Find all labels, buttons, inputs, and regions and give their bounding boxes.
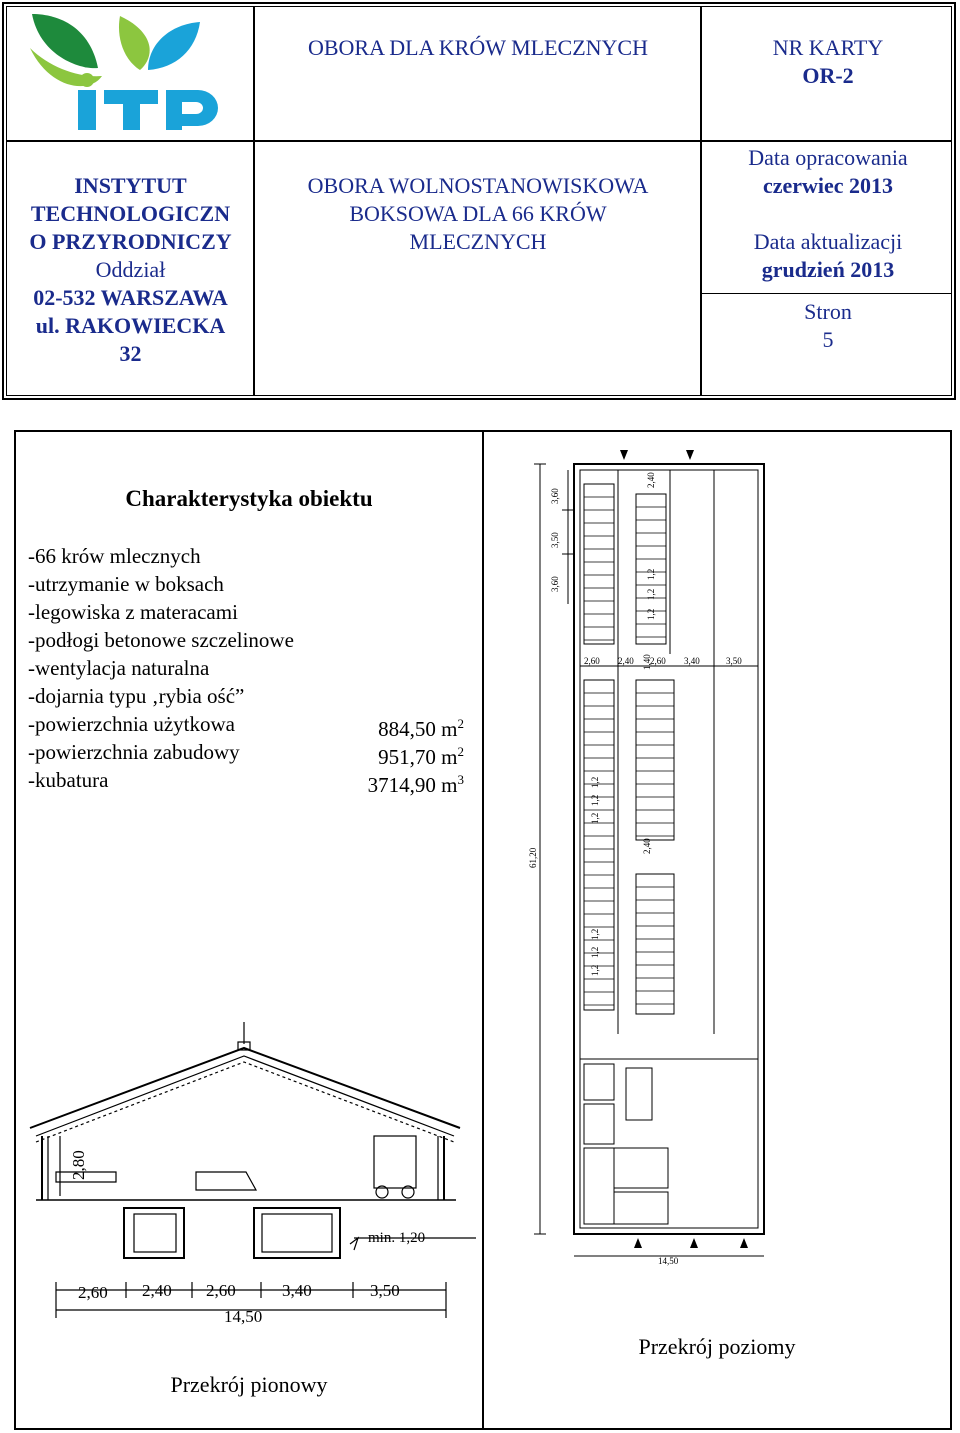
vertical-section-drawing bbox=[16, 1020, 478, 1350]
lower-dim-3: 1,2 bbox=[590, 776, 600, 788]
mid-dim-5: 3,40 bbox=[684, 656, 700, 666]
box-dim-4: 1,2 bbox=[646, 608, 656, 620]
doc-title: OBORA DLA KRÓW MLECZNYCH bbox=[307, 35, 648, 60]
card-label: NR KARTY bbox=[772, 35, 884, 60]
prepared-value: czerwiec 2013 bbox=[762, 173, 894, 198]
logo-letter-p bbox=[166, 90, 218, 130]
mid-dim-4: 2,60 bbox=[650, 656, 666, 666]
spec-item-3: -legowiska z materacami bbox=[28, 600, 238, 624]
spec-value-usable-area: 884,50 $m^2$ bbox=[378, 716, 464, 741]
parlor-room-4 bbox=[614, 1148, 668, 1188]
box-dim-2: 1,2 bbox=[646, 568, 656, 580]
vertical-section-caption: Przekrój pionowy bbox=[170, 1372, 328, 1397]
card-number: OR-2 bbox=[802, 63, 854, 88]
institute-line-5: 02-532 WARSZAWA bbox=[33, 285, 228, 310]
mid-dim-2: 2,40 bbox=[618, 656, 634, 666]
spec-item-7: -powierzchnia użytkowa bbox=[28, 712, 235, 736]
lower-dim-5: 1,2 bbox=[590, 964, 600, 976]
header-divider-1 bbox=[253, 6, 255, 396]
prepared-label: Data opracowania bbox=[748, 145, 908, 170]
institute-line-6: ul. RAKOWIECKA bbox=[35, 313, 226, 338]
updated-label: Data aktualizacji bbox=[753, 229, 903, 254]
left-dim-1: 3,60 bbox=[550, 488, 560, 504]
mid-dim-1: 2,60 bbox=[584, 656, 600, 666]
spec-item-9: -kubatura bbox=[28, 768, 109, 792]
institute-line-4: Oddział bbox=[95, 257, 166, 282]
subtitle-line-1: OBORA WOLNOSTANOWISKOWA bbox=[307, 173, 649, 198]
dates-block bbox=[703, 144, 953, 284]
spec-value-built-area: 951,70 $m^2$ bbox=[378, 744, 464, 769]
dim-label-1: 2,60 bbox=[78, 1283, 108, 1302]
box-dim-3: 1,2 bbox=[646, 588, 656, 600]
arrow-bottom-1 bbox=[634, 1238, 642, 1248]
dim-label-4: 3,40 bbox=[282, 1281, 312, 1300]
box-dim-1: 2,40 bbox=[646, 472, 656, 488]
arrow-top-2 bbox=[686, 450, 694, 460]
lower-dim-1: 1,2 bbox=[590, 812, 600, 824]
parlor-room-3 bbox=[584, 1148, 614, 1224]
arrow-bottom-2 bbox=[690, 1238, 698, 1248]
dim-label-2: 2,40 bbox=[142, 1281, 172, 1300]
header-divider-2 bbox=[700, 6, 702, 396]
spec-item-1: -66 krów mlecznych bbox=[28, 544, 201, 568]
cubicle-row-c bbox=[584, 680, 614, 1010]
dim-label-3: 2,60 bbox=[206, 1281, 236, 1300]
manure-pit-2 bbox=[254, 1208, 340, 1258]
logo-dot bbox=[80, 73, 94, 87]
lower-dim-2: 1,2 bbox=[590, 794, 600, 806]
parlor-room-1 bbox=[584, 1064, 614, 1100]
logo-leaf-2 bbox=[119, 16, 150, 70]
spec-item-8: -powierzchnia zabudowy bbox=[28, 740, 240, 764]
mid-dim-6: 3,50 bbox=[726, 656, 742, 666]
spec-item-5: -wentylacja naturalna bbox=[28, 656, 210, 680]
manure-pit-1-inner bbox=[134, 1214, 176, 1252]
itp-logo bbox=[20, 8, 240, 138]
roof-outline bbox=[30, 1048, 460, 1128]
lower-dim-4: 2,40 bbox=[642, 838, 652, 854]
left-dim-3: 3,60 bbox=[550, 576, 560, 592]
floor-plan-caption: Przekrój poziomy bbox=[638, 1334, 796, 1359]
mid-dim-3: 1,40 bbox=[642, 654, 652, 670]
subtitle-line-3: MLECZNYCH bbox=[409, 229, 547, 254]
width-label: 14,50 bbox=[658, 1256, 679, 1266]
pages-value: 5 bbox=[822, 327, 834, 352]
lower-dim-6: 1,2 bbox=[590, 946, 600, 958]
arrow-bottom-3 bbox=[740, 1238, 748, 1248]
subtitle-line-2: BOKSOWA DLA 66 KRÓW bbox=[349, 201, 607, 226]
cubicle-row-a bbox=[584, 484, 614, 644]
manure-pit-2-inner bbox=[262, 1214, 332, 1252]
logo-graphic bbox=[20, 8, 240, 138]
header-pages-divider bbox=[700, 293, 952, 294]
dim-total-label: 14,50 bbox=[224, 1307, 263, 1326]
roof-inner bbox=[36, 1056, 454, 1136]
left-dim-2: 3,50 bbox=[550, 532, 560, 548]
cubicle-middle bbox=[196, 1172, 256, 1190]
logo-letter-i bbox=[78, 90, 96, 130]
institute-line-2: TECHNOLOGICZN bbox=[30, 201, 231, 226]
manure-pit-1 bbox=[124, 1208, 184, 1258]
min-depth-label: min. 1,20 bbox=[368, 1230, 426, 1246]
length-label: 61,20 bbox=[528, 847, 538, 868]
parlor-room-5 bbox=[614, 1192, 668, 1224]
arrow-top-1 bbox=[620, 450, 628, 460]
institute-line-3: O PRZYRODNICZY bbox=[29, 229, 232, 254]
frame-divider bbox=[482, 430, 484, 1430]
spec-item-6: -dojarnia typu ‚rybia ość” bbox=[28, 684, 245, 708]
entrance-arrows bbox=[620, 450, 748, 1248]
height-label: 2,80 bbox=[69, 1150, 88, 1180]
lower-dim-7: 1,2 bbox=[590, 928, 600, 940]
spec-item-2: -utrzymanie w boksach bbox=[28, 572, 224, 596]
header-row-divider bbox=[6, 140, 952, 142]
milking-pit bbox=[626, 1068, 652, 1120]
institute-line-1: INSTYTUT bbox=[74, 173, 187, 198]
spec-value-volume: 3714,90 $m^3$ bbox=[367, 772, 464, 797]
feed-wagon bbox=[374, 1136, 416, 1188]
institute-line-7: 32 bbox=[119, 341, 142, 366]
logo-letter-t-stem bbox=[123, 90, 140, 130]
spec-item-4: -podłogi betonowe szczelinowe bbox=[28, 628, 294, 652]
updated-value: grudzień 2013 bbox=[761, 257, 895, 282]
dim-label-5: 3,50 bbox=[370, 1281, 400, 1300]
pages-label: Stron bbox=[804, 299, 852, 324]
logo-leaf-3 bbox=[148, 22, 200, 70]
characteristics-title: Charakterystyka obiektu bbox=[125, 486, 373, 511]
subtitle-block bbox=[256, 172, 700, 256]
institute-block bbox=[8, 172, 253, 368]
pages-block bbox=[703, 298, 953, 354]
parlor-room-2 bbox=[584, 1104, 614, 1144]
floor-plan-drawing bbox=[500, 444, 946, 1274]
cubicle-row-e bbox=[636, 874, 674, 1014]
cubicle-row-d bbox=[636, 680, 674, 840]
min-depth-arrow bbox=[350, 1238, 358, 1250]
